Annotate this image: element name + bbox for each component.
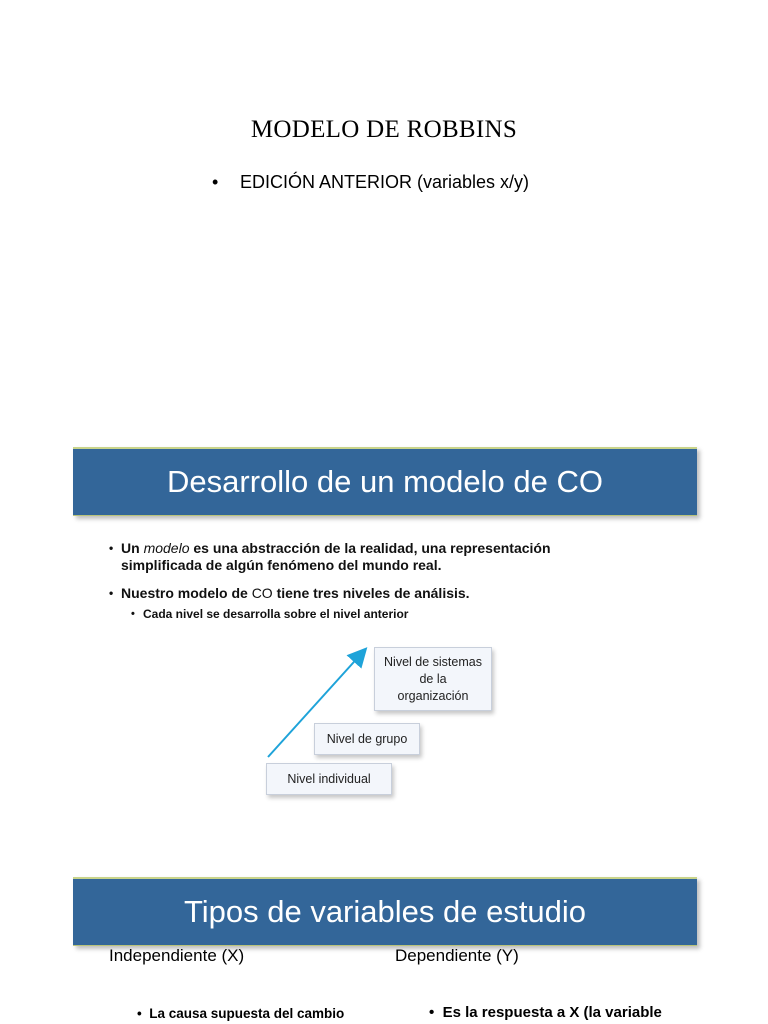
slide3-title: Tipos de variables de estudio (183, 894, 587, 929)
bullet-marker: • (109, 541, 114, 555)
text-fragment: CO (251, 585, 273, 601)
slide1-title: MODELO DE ROBBINS (250, 116, 518, 143)
slide2-bullet-1-text (121, 540, 591, 574)
bullet-marker: • (137, 1006, 150, 1021)
slide2-sub-bullet-text: Cada nivel se desarrolla sobre el nivel anterior (143, 607, 409, 621)
text-fragment: Nuestro modelo de (121, 585, 252, 601)
slide2-title-banner (73, 447, 697, 516)
slide3-title-banner (73, 877, 697, 946)
bullet-marker: • (131, 608, 135, 620)
levels-diagram (262, 636, 512, 806)
text-emphasis: modelo (143, 540, 190, 556)
text-fragment: Un (121, 540, 144, 556)
level-system-line-1: Nivel de sistemas (384, 655, 482, 669)
dependent-variable-label: Dependiente (Y) (395, 946, 519, 965)
slide2-bullet-2-text (121, 585, 591, 602)
independent-bullet-text: La causa supuesta del cambio (149, 1006, 345, 1021)
bullet-marker: • (212, 172, 219, 192)
bullet-marker: • (109, 586, 114, 600)
level-system-line-3: organización (397, 689, 469, 703)
text-fragment: tiene tres niveles de análisis. (272, 585, 470, 601)
level-group-box: Nivel de grupo (314, 723, 420, 755)
bullet-marker: • (429, 1004, 443, 1021)
text-fragment: es una abstracción de la realidad, una representación simplificada de algún fenómeno del mundo real. (121, 540, 551, 573)
level-individual-box: Nivel individual (266, 763, 392, 795)
level-system-box (374, 647, 492, 711)
dependent-bullet-text: Es la respuesta a X (la variable (442, 1004, 662, 1021)
level-system-line-2: de la (419, 672, 447, 686)
slide1-bullet-text: EDICIÓN ANTERIOR (variables x/y) (240, 172, 530, 192)
independent-bullet (137, 1006, 344, 1021)
dependent-bullet (429, 1004, 662, 1021)
independent-variable-label: Independiente (X) (109, 946, 245, 965)
slide2-title: Desarrollo de un modelo de CO (167, 464, 603, 499)
